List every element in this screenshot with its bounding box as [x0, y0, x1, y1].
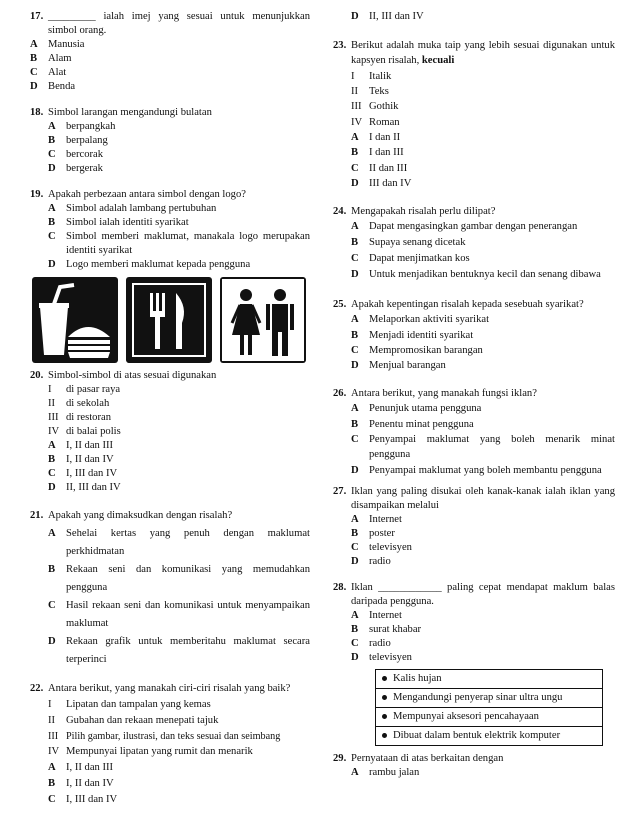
- fast-food-icon: [32, 277, 118, 363]
- spacer: [333, 192, 615, 204]
- question-number: 27.: [333, 485, 347, 497]
- question-text: _________ ialah imej yang sesuai untuk menunjukkan simbol orang.: [48, 11, 310, 36]
- option-a[interactable]: A Internet: [351, 513, 402, 525]
- question-number: 29.: [333, 752, 347, 764]
- question-text: Apakah kepentingan risalah kepada sesebuah syarikat?: [351, 299, 584, 311]
- left-column: [30, 10, 310, 808]
- statement-iii: III Pilih gambar, ilustrasi, dan teks sesuai dan seimbang: [48, 730, 281, 742]
- bullet-icon: [382, 733, 387, 738]
- statement-ii: II di sekolah: [48, 398, 110, 410]
- question-29: [333, 752, 615, 780]
- question-text: Simbol-simbol di atas sesuai digunakan: [48, 370, 217, 382]
- question-23: [333, 38, 615, 192]
- option-d[interactable]: D III dan IV: [351, 178, 412, 190]
- question-text: Antara berikut, yang manakah ciri-ciri risalah yang baik?: [48, 683, 291, 695]
- statement-box: [375, 669, 603, 746]
- option-d[interactable]: D Logo memberi maklumat kepada pengguna: [48, 258, 251, 270]
- option-c[interactable]: C II dan III: [351, 162, 408, 174]
- option-a[interactable]: A Melaporkan aktiviti syarikat: [351, 314, 490, 326]
- question-number: 25.: [333, 299, 347, 311]
- question-26: [333, 386, 615, 478]
- option-b[interactable]: B berpalang: [48, 134, 108, 146]
- bullet-icon: [382, 695, 387, 700]
- option-d[interactable]: D radio: [351, 555, 391, 567]
- bullet-icon: [382, 714, 387, 719]
- list-item: Mengandungi penyerap sinar ultra ungu: [376, 689, 602, 708]
- option-d[interactable]: D Untuk menjadikan bentuknya kecil dan senang dibawa: [351, 269, 601, 281]
- spacer: [30, 176, 310, 188]
- cutlery-icon: [126, 277, 212, 363]
- option-b[interactable]: B Simbol ialah identiti syarikat: [48, 216, 189, 228]
- option-d[interactable]: D bergerak: [48, 162, 103, 174]
- list-item: Kalis hujan: [376, 670, 602, 689]
- option-c[interactable]: C televisyen: [351, 541, 412, 553]
- option-a[interactable]: A I dan II: [351, 132, 401, 144]
- option-a[interactable]: A Sehelai kertas yang penuh dengan maklumat perkhidmatan: [48, 528, 310, 558]
- option-a[interactable]: A Dapat mengasingkan gambar dengan penerangan: [351, 221, 578, 233]
- option-a[interactable]: A Simbol adalah lambang pertubuhan: [48, 202, 217, 214]
- option-b[interactable]: B Alam: [30, 52, 72, 64]
- option-c[interactable]: C Penyampai maklumat yang boleh menarik minat pengguna: [351, 433, 615, 461]
- spacer: [333, 374, 615, 386]
- option-c[interactable]: C Hasil rekaan seni dan komunikasi untuk menyampaikan maklumat: [48, 600, 310, 630]
- statement-iv: IV di balai polis: [48, 426, 121, 438]
- spacer: [333, 478, 615, 485]
- spacer: [30, 495, 310, 507]
- option-b[interactable]: B Penentu minat pengguna: [351, 418, 474, 430]
- question-20: [30, 369, 310, 495]
- option-c[interactable]: C bercorak: [48, 148, 104, 160]
- bullet-icon: [382, 676, 387, 681]
- list-item: Mempunyai aksesori pencahayaan: [376, 708, 602, 727]
- statement-ii: II Gubahan dan rekaan menepati tajuk: [48, 714, 219, 726]
- option-b[interactable]: B Rekaan seni dan komunikasi yang memudahkan pengguna: [48, 564, 310, 594]
- option-c[interactable]: C I, III dan IV: [48, 468, 118, 480]
- option-a[interactable]: A Penunjuk utama pengguna: [351, 403, 482, 415]
- spacer: [333, 283, 615, 297]
- question-number: 26.: [333, 387, 347, 399]
- option-a[interactable]: A berpangkah: [48, 120, 116, 132]
- question-number: 23.: [333, 39, 347, 51]
- statement-ii: II Teks: [351, 86, 389, 98]
- question-text: Berikut adalah muka taip yang lebih sesuai digunakan untuk kapsyen risalah, kecuali: [351, 39, 615, 67]
- spacer: [30, 94, 310, 106]
- option-b[interactable]: B Menjadi identiti syarikat: [351, 329, 474, 341]
- statement-i: I Lipatan dan tampalan yang kemas: [48, 699, 211, 711]
- question-number: 28.: [333, 581, 347, 593]
- option-a[interactable]: A I, II dan III: [48, 762, 114, 774]
- spacer: [333, 24, 615, 38]
- question-number: 17.: [30, 11, 44, 22]
- question-text: Antara berikut, yang manakah fungsi iklan?: [351, 387, 537, 399]
- toilet-people-icon: [220, 277, 306, 363]
- option-b[interactable]: B surat khabar: [351, 623, 422, 635]
- question-text: Apakah yang dimaksudkan dengan risalah?: [48, 510, 233, 522]
- question-25: [333, 297, 615, 374]
- statement-iv: IV Mempunyai lipatan yang rumit dan menarik: [48, 746, 253, 758]
- question-21: [30, 507, 310, 669]
- question-text: Iklan ____________ paling cepat mendapat maklum balas daripada pengguna.: [351, 581, 615, 607]
- option-a[interactable]: A Manusia: [30, 38, 85, 50]
- question-text: Simbol larangan mengandungi bulatan: [48, 106, 212, 118]
- option-c[interactable]: C radio: [351, 637, 391, 649]
- option-c[interactable]: C Mempromosikan barangan: [351, 345, 483, 357]
- option-c[interactable]: C Dapat menjimatkan kos: [351, 253, 470, 265]
- option-d[interactable]: D Rekaan grafik untuk memberitahu maklumat secara terperinci: [48, 636, 310, 666]
- spacer: [30, 669, 310, 681]
- option-d[interactable]: D II, III dan IV: [48, 482, 121, 494]
- question-text: Iklan yang paling disukai oleh kanak-kanak ialah iklan yang disampaikan melalui: [351, 485, 615, 511]
- question-text: Mengapakah risalah perlu dilipat?: [351, 205, 496, 217]
- option-d[interactable]: D II, III dan IV: [351, 11, 424, 22]
- option-b[interactable]: B poster: [351, 527, 395, 539]
- statement-iii: III di restoran: [48, 412, 112, 424]
- option-c[interactable]: C Alat: [30, 66, 67, 78]
- statement-i: I di pasar raya: [48, 384, 121, 396]
- option-c[interactable]: C I, III dan IV: [48, 793, 118, 805]
- statement-iv: IV Roman: [351, 116, 400, 128]
- question-number: 22.: [30, 683, 44, 695]
- question-18: [30, 106, 310, 176]
- option-a[interactable]: A rambu jalan: [351, 766, 420, 778]
- emphasis-word: kecuali: [421, 55, 455, 67]
- option-d[interactable]: D Menjual barangan: [351, 360, 446, 372]
- question-number: 19.: [30, 188, 44, 200]
- option-d[interactable]: D televisyen: [351, 651, 412, 663]
- question-24: [333, 204, 615, 283]
- question-text: Pernyataan di atas berkaitan dengan: [351, 752, 504, 764]
- spacer: [333, 569, 615, 581]
- option-d[interactable]: D Benda: [30, 80, 76, 92]
- question-17: [30, 10, 310, 94]
- option-a[interactable]: A I, II dan III: [48, 440, 114, 452]
- question-22: [30, 681, 310, 808]
- question-27: [333, 485, 615, 569]
- question-number: 18.: [30, 106, 44, 118]
- question-19: [30, 188, 310, 272]
- question-number: 24.: [333, 205, 347, 217]
- option-b[interactable]: B Supaya senang dicetak: [351, 237, 466, 249]
- statement-iii: III Gothik: [351, 101, 399, 113]
- option-a[interactable]: A Internet: [351, 609, 402, 621]
- option-d[interactable]: D Penyampai maklumat yang boleh membantu pengguna: [351, 464, 602, 476]
- option-c[interactable]: C Simbol memberi maklumat, manakala logo merupakan identiti syarikat: [48, 230, 310, 256]
- question-number: 21.: [30, 510, 44, 522]
- right-column: [333, 10, 615, 780]
- question-text: Apakah perbezaan antara simbol dengan logo?: [48, 188, 246, 200]
- question-number: 20.: [30, 370, 44, 382]
- option-b[interactable]: B I, II dan IV: [48, 454, 114, 466]
- symbol-images: [32, 277, 310, 363]
- question-28: [333, 581, 615, 665]
- option-b[interactable]: B I dan III: [351, 147, 404, 159]
- option-b[interactable]: B I, II dan IV: [48, 777, 114, 789]
- list-item: Dibuat dalam bentuk elektrik komputer: [376, 727, 602, 745]
- statement-i: I Italik: [351, 70, 392, 82]
